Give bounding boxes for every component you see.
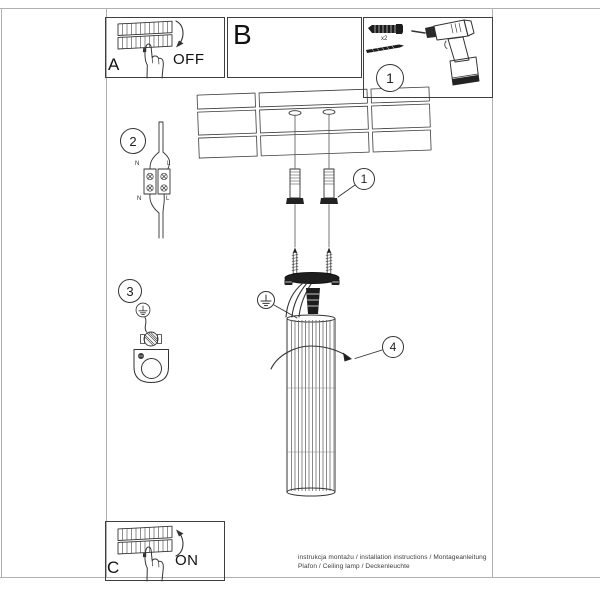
wire-label-n-top: N <box>135 161 140 167</box>
callout-1-badge <box>353 168 375 190</box>
breaker-panel-off-icon <box>118 21 172 53</box>
mounting-screw-left <box>292 248 298 274</box>
ground-clamp-drawing <box>134 303 169 382</box>
anchor-qty-label: x2 <box>381 35 388 42</box>
callout-3-number: 3 <box>126 283 134 299</box>
ceiling-panels-drawing <box>197 87 431 158</box>
wire-label-n-bottom: N <box>137 196 142 202</box>
drill-icon <box>412 20 479 85</box>
footer-line-1: instrukcja montażu / installation instructions / Montageanleitung <box>298 554 487 561</box>
footer-line-2: Plafon / Ceiling lamp / Deckenleuchte <box>298 563 410 570</box>
mounting-hole-icon <box>289 110 335 116</box>
wire-label-l-bottom: L <box>166 196 170 202</box>
wire-label-l-top: L <box>167 161 171 167</box>
callout-1-number: 1 <box>360 172 368 186</box>
ground-symbol-icon <box>258 292 275 309</box>
callout-4-badge <box>382 336 404 358</box>
callout-3-badge <box>118 279 142 303</box>
wiring-diagram-drawing <box>144 122 170 238</box>
screw-icon <box>366 45 404 54</box>
callout-2-badge <box>120 128 146 154</box>
step-b-label: B <box>233 19 252 50</box>
callout-4-number: 4 <box>389 340 397 354</box>
canopy-plate-drawing <box>285 273 340 286</box>
lamp-shade-drawing <box>287 315 335 496</box>
tools-step-badge <box>376 64 404 92</box>
step-c-label: C <box>107 558 120 577</box>
hand-flip-down-icon <box>145 44 163 78</box>
step-a-label: A <box>108 55 120 74</box>
callout-line-shade <box>355 350 382 359</box>
mounting-screw-right <box>326 248 332 274</box>
wall-plug-right <box>320 169 338 204</box>
tools-step-number: 1 <box>386 70 394 86</box>
terminal-connector-drawing <box>306 288 320 314</box>
power-on-label: ON <box>175 552 199 569</box>
wall-plug-left <box>286 169 304 204</box>
power-off-label: OFF <box>173 51 205 68</box>
callout-line-anchors <box>338 185 355 197</box>
wall-plug-icon <box>368 24 403 34</box>
callout-2-number: 2 <box>129 133 137 149</box>
arrow-flip-down-icon <box>176 21 184 48</box>
